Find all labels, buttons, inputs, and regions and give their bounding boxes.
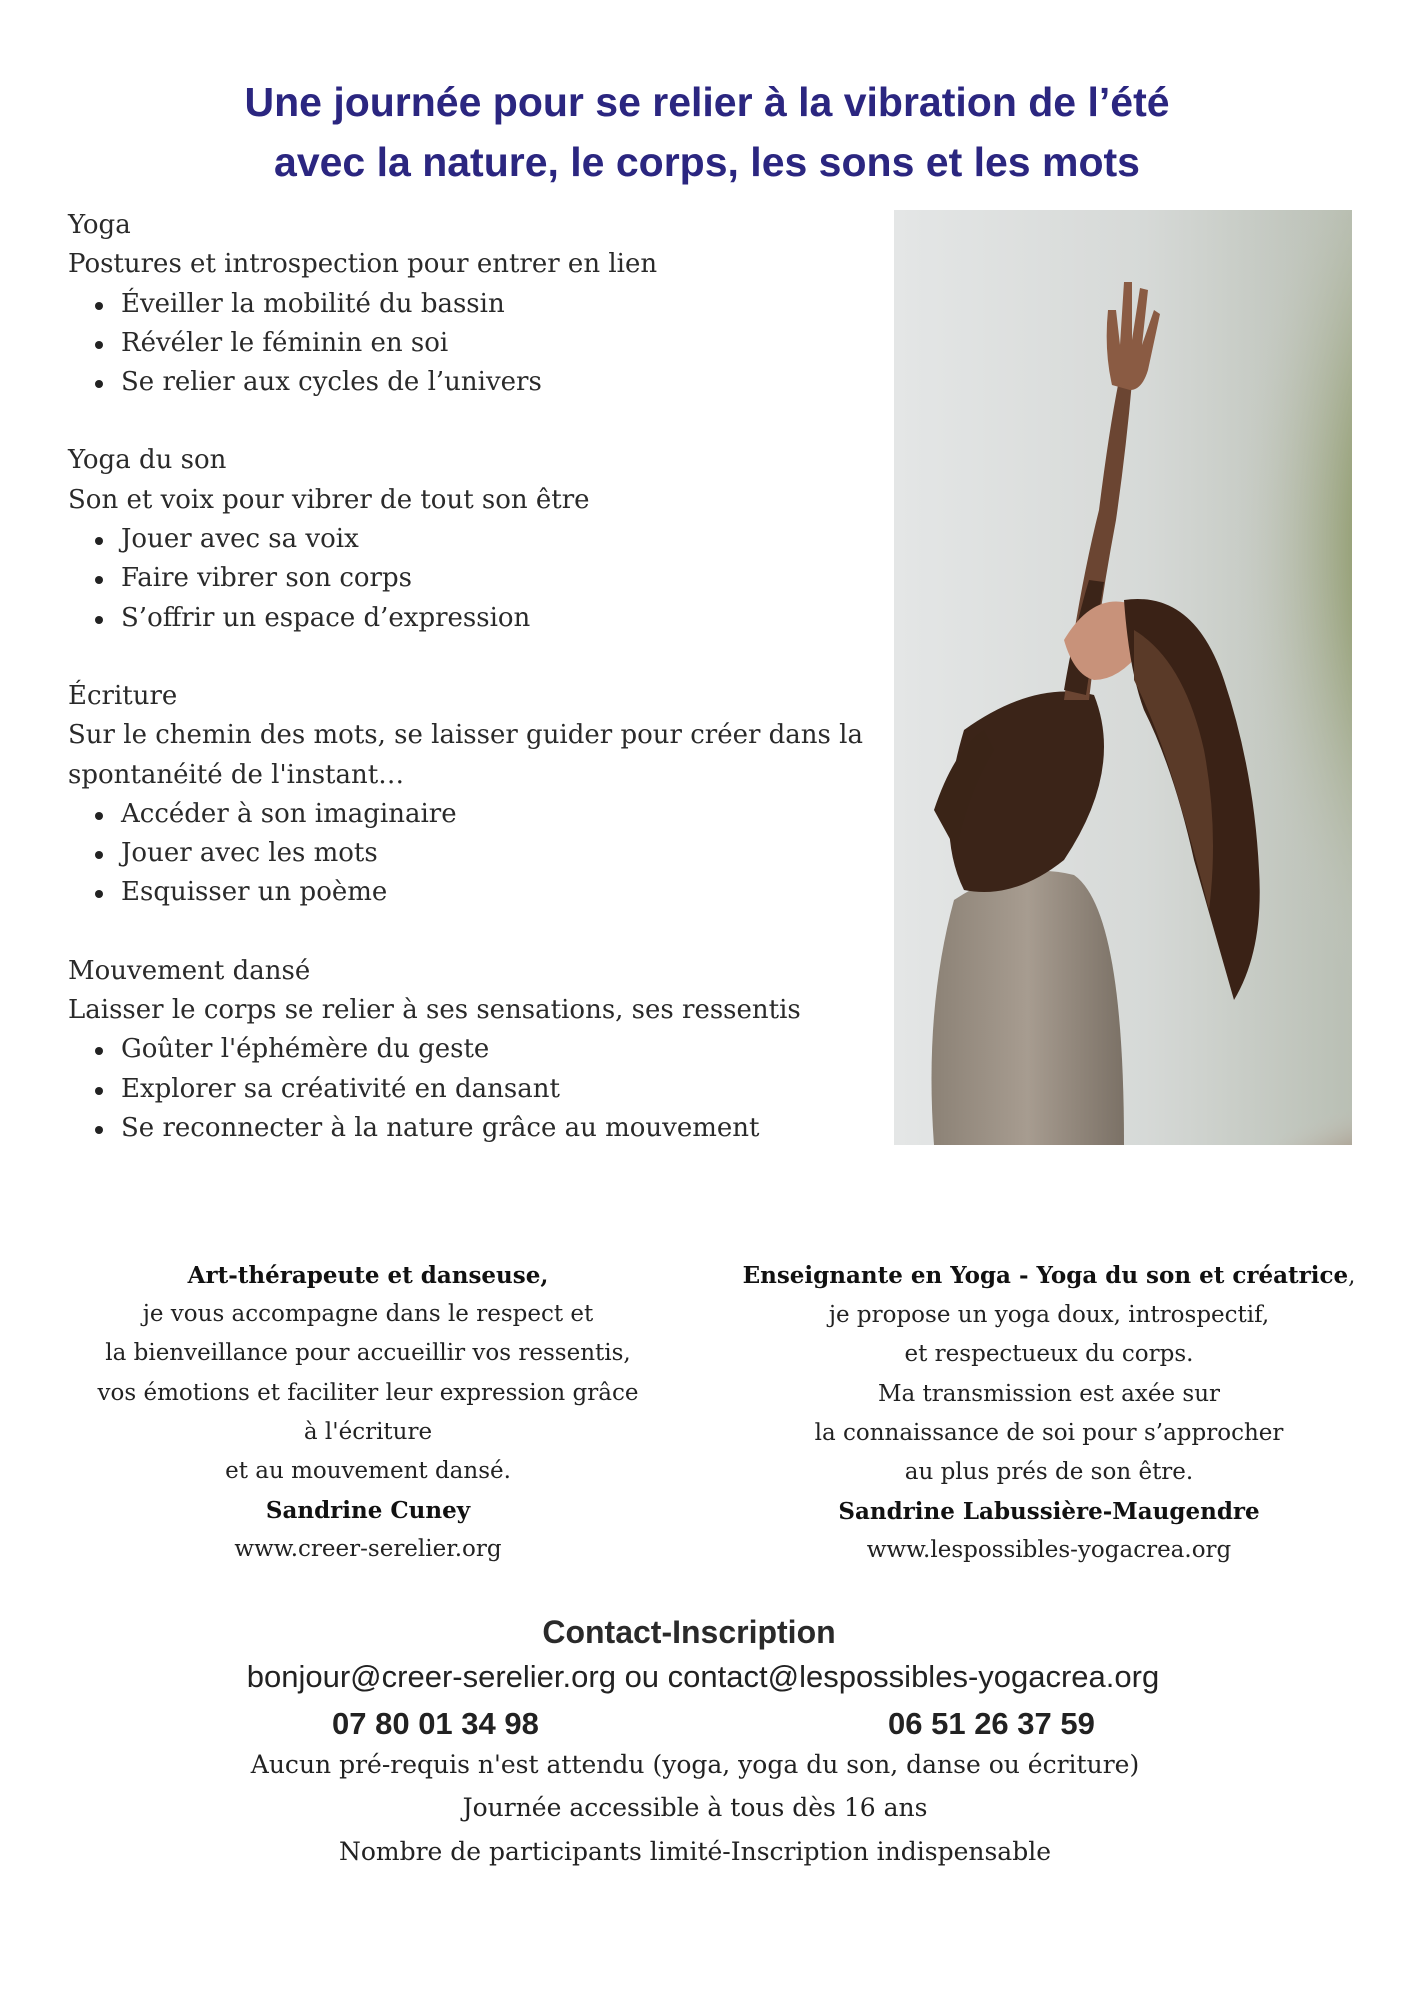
bio-line: vos émotions et faciliter leur expression grâce [97, 1379, 639, 1406]
age-note: Journée accessible à tous dès 16 ans [462, 1793, 928, 1822]
bullet-item: Se reconnecter à la nature grâce au mouvement [121, 1109, 868, 1148]
bio-sandrine-cuney [58, 1256, 678, 1570]
bio-name: Sandrine Labussière-Maugendre [838, 1498, 1260, 1526]
bio-line: je vous accompagne dans le respect et [142, 1301, 594, 1328]
page-title [0, 72, 1414, 192]
section-description: Son et voix pour vibrer de tout son être [68, 484, 590, 515]
bullet-item: Esquisser un poème [121, 873, 868, 912]
bio-name: Sandrine Cuney [265, 1497, 471, 1525]
phone-right[interactable]: 06 51 26 37 59 [888, 1706, 1095, 1741]
title-line-2: avec la nature, le corps, les sons et les mots [274, 139, 1140, 185]
dancer-photo [894, 210, 1352, 1145]
bullet-item: Éveiller la mobilité du bassin [121, 285, 868, 324]
bio-line: à l'écriture [303, 1418, 433, 1445]
section-bullets [68, 1030, 868, 1148]
bio-website-link[interactable]: www.creer-serelier.org [234, 1536, 502, 1563]
section-title: Yoga du son [68, 445, 227, 476]
section-bullets [68, 795, 868, 913]
bullet-item: Se relier aux cycles de l’univers [121, 363, 868, 402]
section-title: Yoga [68, 210, 131, 240]
bio-line: Ma transmission est axée sur [877, 1380, 1221, 1407]
activities-list [68, 206, 868, 1148]
dancer-illustration [894, 210, 1352, 1145]
bio-line: et respectueux du corps. [904, 1341, 1194, 1368]
section-bullets [68, 285, 868, 403]
bullet-item: Jouer avec les mots [121, 834, 868, 873]
bio-role: Art-thérapeute et danseuse, [187, 1262, 549, 1289]
bio-website-link[interactable]: www.lespossibles-yogacrea.org [866, 1537, 1232, 1564]
bullet-item: Jouer avec sa voix [121, 520, 868, 559]
bio-role: Enseignante en Yoga - Yoga du son et créatrice [742, 1262, 1349, 1289]
bio-line: je propose un yoga doux, introspectif, [828, 1302, 1270, 1329]
bio-role-line [729, 1256, 1369, 1296]
bio-line: la connaissance de soi pour s’approcher [814, 1419, 1284, 1446]
section-ecriture [68, 677, 868, 913]
bio-line: au plus prés de son être. [904, 1459, 1194, 1486]
bullet-item: Goûter l'éphémère du geste [121, 1030, 868, 1069]
bullet-item: Explorer sa créativité en dansant [121, 1070, 868, 1109]
contact-title: Contact-Inscription [542, 1614, 836, 1650]
title-line-1: Une journée pour se relier à la vibration de l’été [244, 79, 1170, 125]
bullet-item: Révéler le féminin en soi [121, 324, 868, 363]
section-mouvement-danse [68, 952, 868, 1148]
bio-line: la bienveillance pour accueillir vos ressentis, [105, 1340, 631, 1367]
bullet-item: S’offrir un espace d’expression [121, 599, 868, 638]
bio-line: et au mouvement dansé. [225, 1458, 511, 1485]
section-description: Postures et introspection pour entrer en lien [68, 249, 658, 280]
section-description: Sur le chemin des mots, se laisser guider pour créer dans la spontanéité de l'instant… [68, 720, 863, 790]
section-bullets [68, 520, 868, 638]
section-yoga-du-son [68, 441, 868, 637]
phone-left[interactable]: 07 80 01 34 98 [332, 1706, 539, 1741]
section-title: Écriture [68, 680, 178, 711]
section-title: Mouvement dansé [68, 955, 311, 986]
section-yoga [68, 206, 868, 402]
bullet-item: Faire vibrer son corps [121, 559, 868, 598]
prerequisite-note: Aucun pré-requis n'est attendu (yoga, yoga du son, danse ou écriture) [250, 1750, 1140, 1779]
contact-emails[interactable]: bonjour@creer-serelier.org ou contact@lespossibles-yogacrea.org [246, 1659, 1160, 1694]
bullet-item: Accéder à son imaginaire [121, 795, 868, 834]
section-description: Laisser le corps se relier à ses sensations, ses ressentis [68, 995, 801, 1026]
bio-role-suffix: , [1348, 1263, 1356, 1289]
bio-sandrine-labussiere [729, 1256, 1369, 1571]
participants-note: Nombre de participants limité-Inscription indispensable [338, 1837, 1052, 1866]
